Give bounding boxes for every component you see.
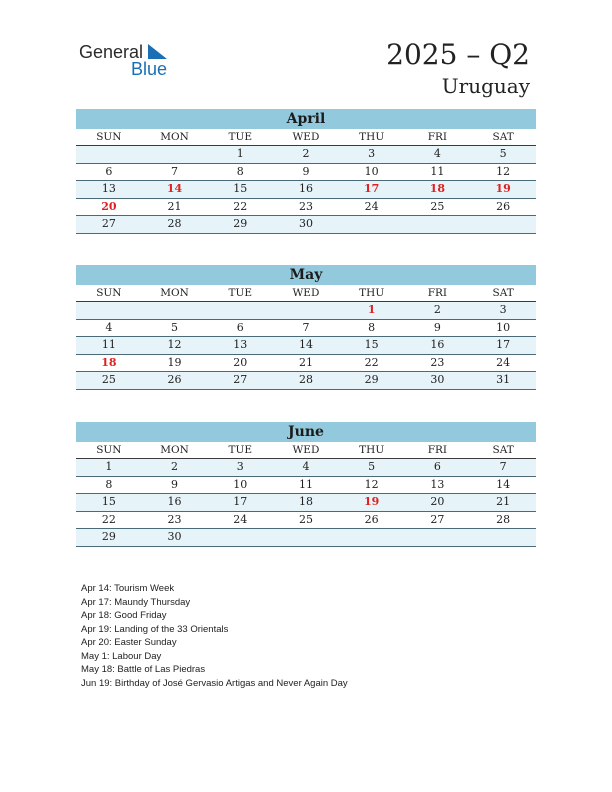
empty-day-cell (207, 302, 273, 320)
quarter-title: 2025 – Q2 (386, 38, 530, 71)
day-cell: 2 (405, 302, 471, 320)
empty-day-cell (76, 302, 142, 320)
day-cell: 20 (207, 354, 273, 372)
empty-day-cell (339, 529, 405, 547)
week-row (76, 319, 536, 337)
day-cell: 30 (142, 529, 208, 547)
empty-day-cell (142, 146, 208, 164)
day-cell: 24 (470, 354, 536, 372)
week-row (76, 302, 536, 320)
day-cell: 15 (339, 337, 405, 355)
day-cell: 1 (207, 146, 273, 164)
weekday-header: FRI (405, 285, 471, 302)
day-cell: 26 (142, 372, 208, 390)
day-cell: 11 (76, 337, 142, 355)
week-row (76, 459, 536, 477)
day-cell: 22 (76, 511, 142, 529)
day-cell: 5 (339, 459, 405, 477)
day-cell: 11 (405, 163, 471, 181)
logo-text-blue: Blue (131, 59, 168, 79)
empty-day-cell (273, 529, 339, 547)
month-calendar-april (76, 109, 536, 234)
day-cell: 4 (405, 146, 471, 164)
empty-day-cell (470, 529, 536, 547)
weekday-header: SUN (76, 442, 142, 459)
day-cell: 12 (339, 476, 405, 494)
day-cell: 8 (76, 476, 142, 494)
day-cell: 2 (142, 459, 208, 477)
day-cell: 14 (470, 476, 536, 494)
weekday-header: MON (142, 285, 208, 302)
logo-triangle-icon (146, 44, 168, 60)
day-cell: 19 (470, 181, 536, 199)
day-cell: 12 (470, 163, 536, 181)
day-cell: 5 (470, 146, 536, 164)
day-cell: 8 (339, 319, 405, 337)
day-cell: 4 (76, 319, 142, 337)
weekday-header: THU (339, 285, 405, 302)
month-calendar-may (76, 265, 536, 390)
day-cell: 5 (142, 319, 208, 337)
holiday-entry: Apr 19: Landing of the 33 Orientals (81, 623, 229, 635)
day-cell: 4 (273, 459, 339, 477)
day-cell: 9 (405, 319, 471, 337)
weekday-header: WED (273, 285, 339, 302)
month-name: June (76, 422, 536, 442)
day-cell: 23 (273, 198, 339, 216)
day-cell: 16 (142, 494, 208, 512)
day-cell: 9 (273, 163, 339, 181)
day-cell: 10 (470, 319, 536, 337)
weekday-header: TUE (207, 442, 273, 459)
day-cell: 22 (339, 354, 405, 372)
day-cell: 19 (339, 494, 405, 512)
week-row (76, 198, 536, 216)
weekday-header: FRI (405, 442, 471, 459)
empty-day-cell (470, 216, 536, 234)
day-cell: 29 (339, 372, 405, 390)
holiday-entry: May 1: Labour Day (81, 650, 162, 662)
empty-day-cell (142, 302, 208, 320)
holiday-entry: Apr 14: Tourism Week (81, 583, 175, 594)
weekday-header: SUN (76, 285, 142, 302)
logo (79, 40, 179, 80)
day-cell: 25 (76, 372, 142, 390)
day-cell: 26 (470, 198, 536, 216)
day-cell: 10 (339, 163, 405, 181)
weekday-header: WED (273, 129, 339, 146)
day-cell: 16 (405, 337, 471, 355)
weekday-header: THU (339, 442, 405, 459)
day-cell: 3 (470, 302, 536, 320)
day-cell: 17 (470, 337, 536, 355)
day-cell: 26 (339, 511, 405, 529)
day-cell: 12 (142, 337, 208, 355)
day-cell: 16 (273, 181, 339, 199)
weekday-header: TUE (207, 285, 273, 302)
day-cell: 9 (142, 476, 208, 494)
day-cell: 18 (76, 354, 142, 372)
weekday-header: SAT (470, 285, 536, 302)
day-cell: 29 (207, 216, 273, 234)
day-cell: 31 (470, 372, 536, 390)
holiday-entry: Jun 19: Birthday of José Gervasio Artigas and Never Again Day (81, 677, 348, 689)
empty-day-cell (76, 146, 142, 164)
holiday-entry: Apr 18: Good Friday (81, 610, 167, 621)
week-row (76, 181, 536, 199)
day-cell: 6 (207, 319, 273, 337)
month-calendar-june (76, 422, 536, 547)
day-cell: 17 (339, 181, 405, 199)
day-cell: 1 (76, 459, 142, 477)
holiday-entry: May 18: Battle of Las Piedras (81, 664, 206, 675)
week-row (76, 354, 536, 372)
weekday-header: MON (142, 442, 208, 459)
day-cell: 21 (142, 198, 208, 216)
day-cell: 23 (405, 354, 471, 372)
holiday-list (81, 582, 348, 690)
day-cell: 20 (405, 494, 471, 512)
country-title: Uruguay (441, 74, 530, 98)
week-row (76, 146, 536, 164)
day-cell: 3 (207, 459, 273, 477)
day-cell: 6 (76, 163, 142, 181)
day-cell: 30 (405, 372, 471, 390)
day-cell: 27 (405, 511, 471, 529)
day-cell: 18 (405, 181, 471, 199)
empty-day-cell (339, 216, 405, 234)
empty-day-cell (405, 216, 471, 234)
day-cell: 6 (405, 459, 471, 477)
day-cell: 1 (339, 302, 405, 320)
day-cell: 15 (76, 494, 142, 512)
day-cell: 24 (207, 511, 273, 529)
day-cell: 3 (339, 146, 405, 164)
day-cell: 13 (405, 476, 471, 494)
month-name: May (76, 265, 536, 285)
day-cell: 7 (142, 163, 208, 181)
day-cell: 13 (76, 181, 142, 199)
day-cell: 21 (273, 354, 339, 372)
weekday-header: SUN (76, 129, 142, 146)
logo-text-general: General (79, 42, 144, 62)
day-cell: 23 (142, 511, 208, 529)
month-grid (76, 129, 536, 234)
day-cell: 11 (273, 476, 339, 494)
day-cell: 29 (76, 529, 142, 547)
day-cell: 28 (273, 372, 339, 390)
week-row (76, 494, 536, 512)
weekday-header: MON (142, 129, 208, 146)
weekday-header: TUE (207, 129, 273, 146)
week-row (76, 216, 536, 234)
day-cell: 28 (470, 511, 536, 529)
empty-day-cell (405, 529, 471, 547)
day-cell: 7 (470, 459, 536, 477)
weekday-header: SAT (470, 129, 536, 146)
weekday-header: THU (339, 129, 405, 146)
day-cell: 15 (207, 181, 273, 199)
day-cell: 18 (273, 494, 339, 512)
month-name: April (76, 109, 536, 129)
day-cell: 24 (339, 198, 405, 216)
holiday-entry: Apr 17: Maundy Thursday (81, 596, 191, 608)
holiday-entry: Apr 20: Easter Sunday (81, 637, 177, 648)
weekday-header: WED (273, 442, 339, 459)
day-cell: 19 (142, 354, 208, 372)
day-cell: 25 (273, 511, 339, 529)
day-cell: 2 (273, 146, 339, 164)
weekday-header: FRI (405, 129, 471, 146)
day-cell: 13 (207, 337, 273, 355)
week-row (76, 476, 536, 494)
day-cell: 27 (207, 372, 273, 390)
day-cell: 7 (273, 319, 339, 337)
week-row (76, 372, 536, 390)
day-cell: 30 (273, 216, 339, 234)
week-row (76, 163, 536, 181)
day-cell: 21 (470, 494, 536, 512)
day-cell: 27 (76, 216, 142, 234)
empty-day-cell (273, 302, 339, 320)
weekday-header: SAT (470, 442, 536, 459)
day-cell: 28 (142, 216, 208, 234)
day-cell: 14 (273, 337, 339, 355)
day-cell: 14 (142, 181, 208, 199)
day-cell: 20 (76, 198, 142, 216)
day-cell: 10 (207, 476, 273, 494)
week-row (76, 511, 536, 529)
month-grid (76, 442, 536, 547)
week-row (76, 337, 536, 355)
day-cell: 22 (207, 198, 273, 216)
day-cell: 17 (207, 494, 273, 512)
day-cell: 8 (207, 163, 273, 181)
month-grid (76, 285, 536, 390)
empty-day-cell (207, 529, 273, 547)
day-cell: 25 (405, 198, 471, 216)
week-row (76, 529, 536, 547)
